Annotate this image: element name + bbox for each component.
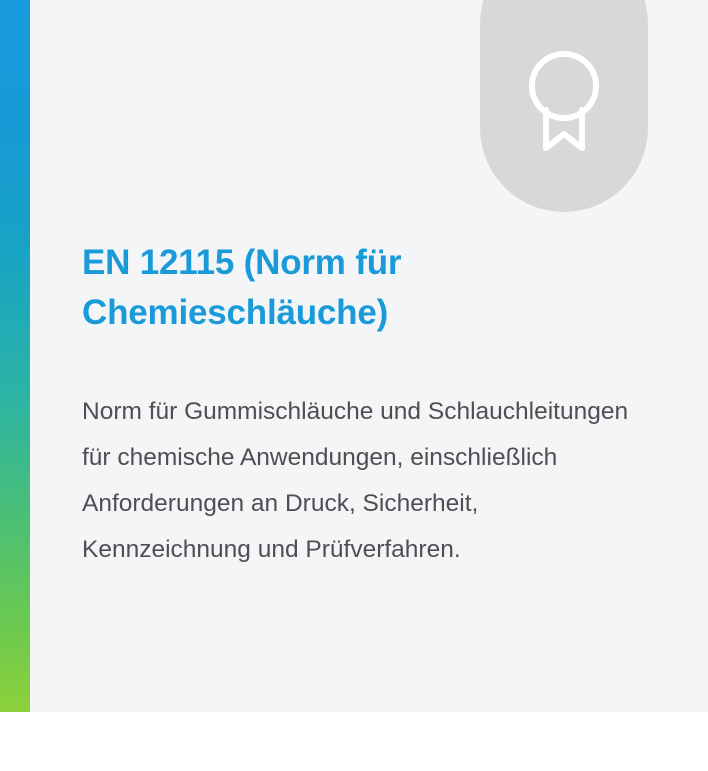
card-content [82,238,662,573]
card-description: Norm für Gummischläuche und Schlauchleitungen für chemische Anwendungen, einschließlich Anforderungen an Druck, Sicherheit, Kennzeichnung und Prüfverfahren. [82,398,629,563]
gradient-accent-bar [0,0,30,712]
award-medal-icon [480,30,648,170]
card-panel [30,0,708,712]
card-title: EN 12115 (Norm für Chemieschläuche) [82,243,402,332]
